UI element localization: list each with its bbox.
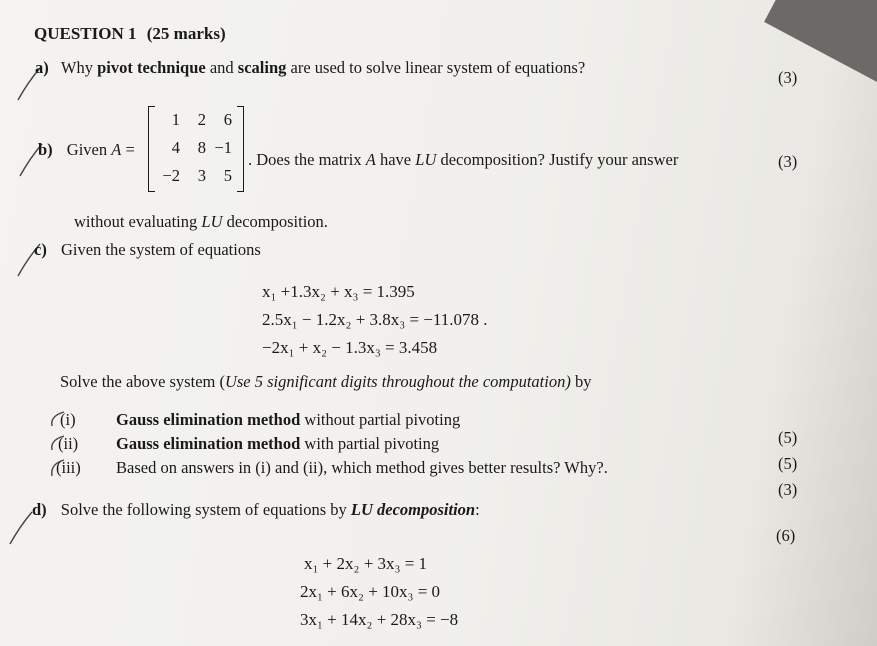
question-marks: (25 marks) <box>146 24 226 43</box>
part-a-text-end: are used to solve linear system of equations? <box>286 58 586 77</box>
matrix-cell: 6 <box>223 110 232 129</box>
part-b-question <box>248 150 678 170</box>
part-a-text-and: and <box>205 58 238 77</box>
question-number: QUESTION 1 <box>34 24 137 43</box>
part-c <box>34 240 261 260</box>
subpart-i-bold: Gauss elimination method <box>116 410 301 429</box>
part-d-label: d) <box>32 500 47 519</box>
part-c-solve-instruction <box>60 372 591 392</box>
part-a <box>35 58 585 78</box>
subpart-iii-mark: (3) <box>778 480 798 499</box>
subpart-i-mark: (5) <box>778 428 798 447</box>
question-title <box>34 24 226 44</box>
d-equation-3: 3x₁ + 14x₂ + 28x₃ = −8 <box>300 610 459 629</box>
part-b-text-2: have <box>375 150 416 169</box>
c-equation-3: −2x₁ + x₂ − 1.3x₃ = 3.458 <box>262 338 438 357</box>
part-b-var: A <box>111 140 122 159</box>
subpart-i-text <box>116 410 460 430</box>
c-equation-1: x₁ +1.3x₂ + x₃ = 1.395 <box>262 282 415 301</box>
subpart-ii-label: (ii) <box>58 434 79 453</box>
matrix-row-3 <box>158 166 236 186</box>
part-a-label: a) <box>35 58 49 77</box>
subpart-ii-mark: (5) <box>778 454 798 473</box>
part-b-label-group <box>38 140 135 160</box>
part-a-mark: (3) <box>778 68 798 87</box>
part-b-eq: = <box>121 140 135 159</box>
d-equation-1: x₁ + 2x₂ + 3x₃ = 1 <box>304 554 428 573</box>
part-c-text: Given the system of equations <box>60 240 261 259</box>
matrix-cell: 2 <box>197 110 206 129</box>
part-d <box>32 500 480 520</box>
part-d-text-2: : <box>475 500 480 519</box>
part-b-given: Given <box>66 140 112 159</box>
part-a-bold-pivot: pivot technique <box>97 58 206 77</box>
part-a-text: Why <box>60 58 98 77</box>
part-d-mark: (6) <box>776 526 796 545</box>
subpart-i-label: (i) <box>60 410 76 429</box>
subpart-iii-label: (iii) <box>56 458 81 477</box>
matrix-a <box>148 106 244 190</box>
part-b-text-1: . Does the matrix <box>248 150 366 169</box>
subpart-ii-rest: with partial pivoting <box>300 434 440 453</box>
part-c-label: c) <box>34 240 47 259</box>
part-b-line2-end: decomposition. <box>222 212 328 231</box>
part-a-bold-scaling: scaling <box>237 58 287 77</box>
matrix-cell: 1 <box>171 110 180 129</box>
solve-text-2: by <box>570 372 592 391</box>
part-b-label: b) <box>38 140 53 159</box>
matrix-row-1 <box>158 110 236 130</box>
subpart-iii-text: Based on answers in (i) and (ii), which method gives better results? Why?. <box>116 458 608 477</box>
subpart-ii-text <box>116 434 439 454</box>
part-b-line2-text: without evaluating <box>74 212 202 231</box>
part-b-text-3: decomposition? Justify your answer <box>436 150 679 169</box>
part-b-line-2 <box>74 212 328 232</box>
part-b-mark: (3) <box>778 152 798 171</box>
part-b-lu: LU <box>415 150 437 169</box>
matrix-cell: −1 <box>214 138 232 157</box>
matrix-cell: 8 <box>197 138 206 157</box>
solve-text-italic: Use 5 significant digits throughout the computation) <box>224 372 571 391</box>
c-equation-2: 2.5x₁ − 1.2x₂ + 3.8x₃ = −11.078 . <box>262 310 488 329</box>
subpart-ii-bold: Gauss elimination method <box>116 434 301 453</box>
subpart-i-rest: without partial pivoting <box>300 410 461 429</box>
matrix-cell: 3 <box>197 166 206 185</box>
matrix-cell: 5 <box>223 166 232 185</box>
solve-text-1: Solve the above system ( <box>60 372 225 391</box>
matrix-cell: −2 <box>162 166 180 185</box>
part-d-bold: LU decomposition <box>350 500 476 519</box>
d-equation-2: 2x₁ + 6x₂ + 10x₃ = 0 <box>300 582 441 601</box>
matrix-left-bracket <box>148 106 155 192</box>
part-b-line2-lu: LU <box>201 212 223 231</box>
matrix-right-bracket <box>237 106 244 192</box>
part-b-var2: A <box>365 150 376 169</box>
matrix-row-2 <box>158 138 236 158</box>
part-d-text-1: Solve the following system of equations by <box>60 500 351 519</box>
matrix-cell: 4 <box>171 138 180 157</box>
